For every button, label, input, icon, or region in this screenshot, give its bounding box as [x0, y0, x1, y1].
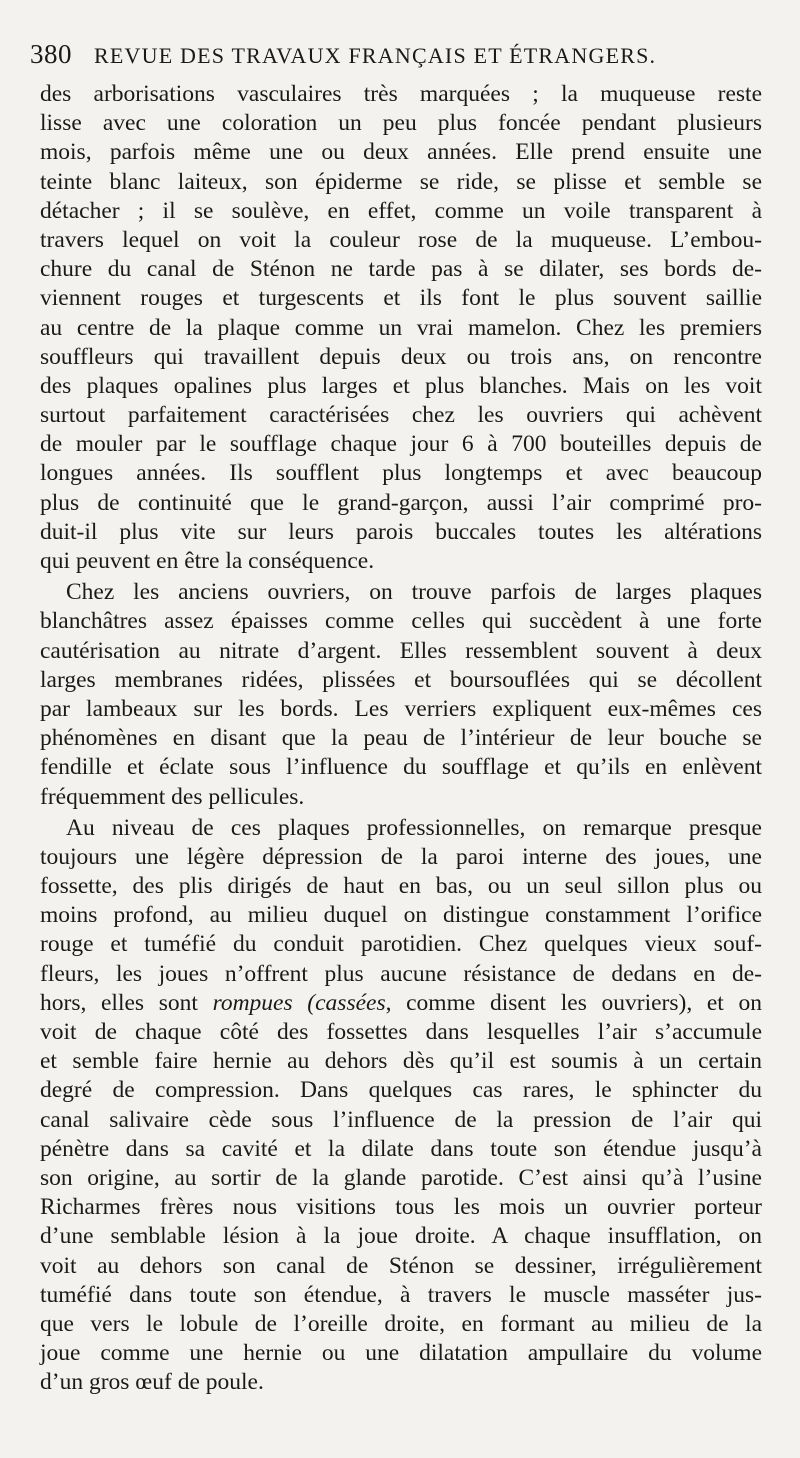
text-line: plus de continuité que le grand-garçon, aussi l’air comprimé pro-	[40, 489, 762, 516]
text-line: Chez les anciens ouvriers, on trouve parfois de larges plaques	[66, 579, 762, 606]
text-line: tuméfié dans toute son étendue, à travers le muscle masséter jus-	[40, 1281, 762, 1308]
text-segment: hors, elles sont	[40, 989, 213, 1016]
page-header	[30, 34, 770, 74]
text-line: phénomènes en disant que la peau de l’intérieur de leur bouche se	[40, 725, 762, 752]
text-line: degré de compression. Dans quelques cas rares, le sphincter du	[40, 1077, 762, 1104]
text-line: viennent rouges et turgescents et ils font le plus souvent saillie	[40, 285, 762, 312]
text-line: fleurs, les joues n’offrent plus aucune résistance de dedans en de-	[40, 960, 762, 987]
text-line: toujours une légère dépression de la paroi interne des joues, une	[40, 843, 762, 870]
text-line: surtout parfaitement caractérisées chez les ouvriers qui achèvent	[40, 402, 762, 429]
text-line: par lambeaux sur les bords. Les verriers expliquent eux-mêmes ces	[40, 695, 762, 722]
text-line: fréquemment des pellicules.	[40, 783, 305, 810]
text-line: que vers le lobule de l’oreille droite, en formant au milieu de la	[40, 1310, 762, 1337]
text-line: détacher ; il se soulève, en effet, comme un voile transparent à	[40, 197, 762, 224]
text-line: chure du canal de Sténon ne tarde pas à se dilater, ses bords de-	[40, 256, 762, 283]
text-line: teinte blanc laiteux, son épiderme se ride, se plisse et semble se	[40, 168, 762, 195]
text-line: blanchâtres assez épaisses comme celles qui succèdent à une forte	[40, 608, 762, 635]
text-segment: , comme disent les ouvriers), et on	[385, 989, 762, 1016]
page-number: 380	[30, 39, 72, 69]
text-line: lisse avec une coloration un peu plus foncée pendant plusieurs	[40, 110, 762, 137]
text-line: voit au dehors son canal de Sténon se dessiner, irrégulièrement	[40, 1252, 762, 1279]
text-line: d’une semblable lésion à la joue droite. A chaque insufflation, on	[40, 1223, 762, 1250]
paragraph	[40, 814, 762, 1398]
body-text	[40, 80, 762, 1397]
text-line: travers lequel on voit la couleur rose de la muqueuse. L’embou-	[40, 226, 762, 253]
text-line: fendille et éclate sous l’influence du soufflage et qu’ils en enlèvent	[40, 754, 762, 781]
text-line: de mouler par le soufflage chaque jour 6 à 700 bouteilles depuis de	[40, 431, 762, 458]
text-line: des arborisations vasculaires très marquées ; la muqueuse reste	[40, 81, 762, 107]
text-line	[40, 989, 762, 1018]
running-title: REVUE DES TRAVAUX FRANÇAIS ET ÉTRANGERS.	[94, 43, 657, 68]
text-line: canal salivaire cède sous l’influence de la pression de l’air qui	[40, 1106, 762, 1133]
text-line: longues années. Ils soufflent plus longtemps et avec beaucoup	[40, 460, 762, 487]
text-line: voit de chaque côté des fossettes dans lesquelles l’air s’accumule	[40, 1019, 762, 1045]
text-line: larges membranes ridées, plissées et boursouflées qui se décollent	[40, 666, 762, 693]
text-line: et semble faire hernie au dehors dès qu’il est soumis à un certain	[40, 1048, 762, 1075]
text-line: Richarmes frères nous visitions tous les mois un ouvrier porteur	[40, 1194, 762, 1221]
text-line: joue comme une hernie ou une dilatation ampullaire du volume	[40, 1340, 762, 1367]
text-line: souffleurs qui travaillent depuis deux ou trois ans, on rencontre	[40, 343, 762, 370]
text-line: son origine, au sortir de la glande parotide. C’est ainsi qu’à l’usine	[40, 1164, 762, 1191]
text-line: cautérisation au nitrate d’argent. Elles ressemblent souvent à deux	[40, 637, 762, 664]
text-line: fossette, des plis dirigés de haut en bas, ou un seul sillon plus ou	[40, 873, 762, 900]
text-line: au centre de la plaque comme un vrai mamelon. Chez les premiers	[40, 314, 762, 341]
text-line: d’un gros œuf de poule.	[40, 1369, 264, 1396]
text-line: qui peuvent en être la conséquence.	[40, 548, 375, 574]
paragraph	[40, 80, 762, 576]
text-line: duit-il plus vite sur leurs parois buccales toutes les altérations	[40, 518, 762, 545]
paragraph	[40, 578, 762, 812]
text-line: rouge et tuméfié du conduit parotidien. Chez quelques vieux souf-	[40, 931, 762, 958]
text-line: des plaques opalines plus larges et plus blanches. Mais on les voit	[40, 372, 762, 399]
text-line: mois, parfois même une ou deux années. Elle prend ensuite une	[40, 139, 762, 166]
italic-segment: rompues (cassées	[212, 989, 386, 1016]
text-line: pénètre dans sa cavité et la dilate dans toute son étendue jusqu’à	[40, 1135, 762, 1162]
text-line: moins profond, au milieu duquel on distingue constamment l’orifice	[40, 902, 762, 929]
text-line: Au niveau de ces plaques professionnelles, on remarque presque	[66, 814, 762, 841]
